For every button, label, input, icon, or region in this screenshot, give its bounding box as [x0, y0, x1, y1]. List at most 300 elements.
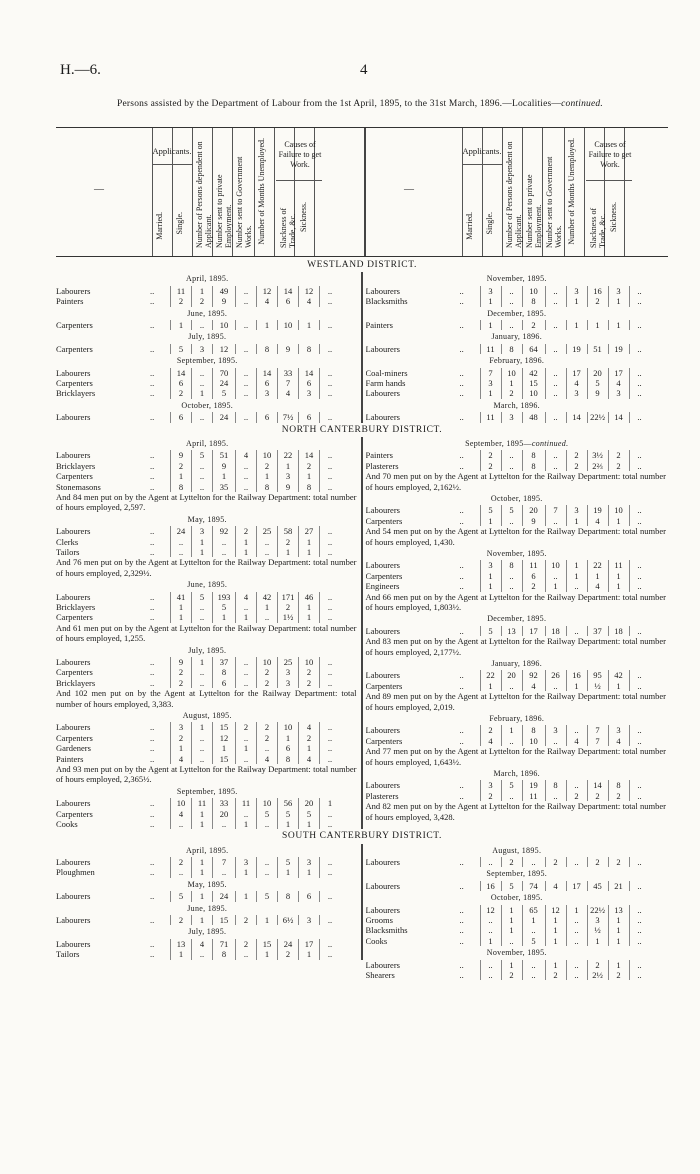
value-cell: 9	[587, 388, 608, 398]
table-row	[56, 526, 359, 536]
value-cell: 10	[522, 388, 545, 398]
value-cell: 4	[170, 754, 191, 764]
value-cell: 12	[545, 905, 566, 915]
value-cell: ..	[319, 743, 340, 753]
table-row	[56, 378, 359, 388]
value-cell: 4	[298, 296, 319, 306]
table-row	[56, 949, 359, 959]
month-label: April, 1895.	[186, 845, 229, 855]
month-heading	[366, 659, 669, 669]
value-cell: 3	[566, 286, 587, 296]
value-cell: ..	[629, 791, 650, 801]
value-cell: 1	[480, 581, 501, 591]
value-cell: 49	[212, 286, 235, 296]
value-cell: 1	[235, 891, 256, 901]
value-cell: ..	[191, 667, 212, 677]
occupation-cell: Labourers	[365, 959, 400, 970]
month-heading	[366, 893, 669, 903]
value-cell: 92	[522, 670, 545, 680]
occupation-cell: Blacksmiths	[365, 296, 408, 307]
value-cell: 5	[170, 344, 191, 354]
value-cell: 12	[298, 286, 319, 296]
value-cell: 2	[235, 915, 256, 925]
value-cell: 5	[212, 388, 235, 398]
value-cell: ..	[629, 881, 650, 891]
leader-dots: ..	[150, 285, 155, 296]
leader-dots: ..	[459, 320, 464, 330]
leader-dots: ..	[150, 296, 155, 307]
month-heading	[366, 309, 669, 319]
table-row	[56, 722, 359, 732]
value-cell: ..	[212, 819, 235, 829]
value-cell: ..	[545, 461, 566, 471]
month-label: March, 1896.	[493, 400, 540, 410]
month-block	[56, 846, 359, 878]
railway-note: And 89 men put on by the Agent at Lyttelton for the Railway Department: total number of hours employed, 2,019.	[365, 691, 666, 712]
value-cell: 8	[501, 344, 522, 354]
value-cell: 1	[608, 960, 629, 970]
occupation-cell: Labourers	[365, 725, 400, 736]
value-cell: 58	[277, 526, 298, 536]
value-cell: 4	[545, 881, 566, 891]
table-row	[56, 657, 359, 667]
value-cell: 3	[277, 667, 298, 677]
value-cell: ..	[256, 743, 277, 753]
value-cell: 3	[191, 344, 212, 354]
railway-note: And 93 men put on by the Agent at Lyttelton for the Railway Department: total number of hours employed, 2,365½.	[56, 763, 357, 785]
month-block	[56, 309, 359, 331]
value-cell: ..	[256, 819, 277, 829]
occupation-cell: Labourers	[56, 798, 91, 809]
value-cell: 1	[191, 819, 212, 829]
value-cell: 6	[170, 378, 191, 388]
value-cell: ..	[212, 547, 235, 557]
table-row	[366, 626, 669, 636]
month-heading	[56, 646, 359, 656]
occupation-cell: Labourers	[365, 625, 400, 636]
district-columns	[56, 844, 668, 981]
value-cell: 70	[212, 368, 235, 378]
value-cell: 1	[256, 915, 277, 925]
leader-dots: ..	[150, 915, 155, 926]
month-label: August, 1895.	[492, 845, 542, 855]
occupation-cell: Labourers	[56, 656, 91, 667]
leader-dots: ..	[150, 732, 155, 743]
value-cell: 1	[587, 936, 608, 946]
value-cell: ..	[235, 344, 256, 354]
value-cell: ..	[629, 915, 650, 925]
column-header-left	[56, 128, 362, 256]
value-cell: ..	[522, 960, 545, 970]
table-row	[366, 378, 669, 388]
table-row	[366, 970, 669, 980]
table-row	[366, 344, 669, 354]
value-cell: 25	[277, 657, 298, 667]
value-cell: 1	[256, 471, 277, 481]
single-header: Single.	[175, 212, 184, 235]
month-heading	[56, 515, 359, 525]
value-cell: ..	[319, 754, 340, 764]
value-cell: 1	[501, 905, 522, 915]
month-block	[56, 787, 359, 830]
value-cell: 16	[587, 286, 608, 296]
value-cell: ..	[566, 970, 587, 980]
table-body	[56, 258, 668, 980]
value-cell: 1	[501, 378, 522, 388]
applicants-underline	[152, 164, 192, 165]
private-header: Number sent to private Employment.	[525, 174, 543, 248]
table-row	[56, 743, 359, 753]
occupation-cell: Painters	[56, 296, 84, 307]
leader-dots: ..	[459, 935, 464, 946]
month-block	[366, 714, 669, 767]
occupation-cell: Labourers	[56, 526, 91, 537]
value-cell: ..	[501, 516, 522, 526]
table-row	[56, 368, 359, 378]
value-cell: ..	[501, 791, 522, 801]
month-block	[366, 356, 669, 399]
month-block	[56, 646, 359, 709]
occupation-cell: Engineers	[365, 581, 400, 592]
value-cell: ..	[235, 809, 256, 819]
value-cell: 37	[587, 626, 608, 636]
value-cell: ..	[170, 537, 191, 547]
value-cell: 17	[298, 939, 319, 949]
value-cell: ..	[501, 296, 522, 306]
value-cell: 15	[256, 939, 277, 949]
occupation-cell: Carpenters	[56, 612, 93, 623]
occupation-cell: Labourers	[56, 938, 91, 949]
value-cell: 15	[212, 722, 235, 732]
value-cell: 3	[277, 678, 298, 688]
month-heading	[366, 494, 669, 504]
value-cell: 2½	[587, 970, 608, 980]
table-row	[56, 547, 359, 557]
value-cell: 2	[522, 320, 545, 330]
value-cell: 8	[501, 560, 522, 570]
value-cell: 7	[545, 505, 566, 515]
railway-note: And 82 men put on by the Agent at Lyttelton for the Railway Department: total number of hours employed, 3,428.	[365, 801, 666, 822]
railway-note: And 84 men put on by the Agent at Lyttelton for the Railway Department: total number of hours employed, 2,597.	[56, 491, 357, 513]
month-label: September, 1895.	[176, 786, 238, 796]
value-cell: ..	[629, 412, 650, 422]
leader-dots: ..	[459, 377, 464, 388]
value-cell: 1	[235, 612, 256, 622]
value-cell: 14	[298, 368, 319, 378]
value-cell: ..	[191, 678, 212, 688]
month-label: November, 1895.	[486, 948, 547, 958]
value-cell: 5	[501, 881, 522, 891]
value-cell: ..	[629, 571, 650, 581]
leader-dots: ..	[459, 570, 464, 581]
value-cell: ..	[629, 461, 650, 471]
value-cell: ..	[319, 857, 340, 867]
occupation-cell: Labourers	[56, 412, 91, 423]
value-cell: 10	[501, 368, 522, 378]
value-cell: ..	[501, 320, 522, 330]
month-heading	[366, 714, 669, 724]
value-cell: 2	[235, 526, 256, 536]
value-cell: 24	[212, 378, 235, 388]
title-continued: continued.	[561, 99, 603, 109]
value-cell: 1	[608, 681, 629, 691]
table-row	[56, 939, 359, 949]
value-cell: 11	[522, 791, 545, 801]
month-label: July, 1895.	[188, 645, 227, 655]
leader-dots: ..	[459, 388, 464, 399]
value-cell: 4	[256, 296, 277, 306]
leader-dots: ..	[459, 904, 464, 915]
value-cell: ..	[566, 936, 587, 946]
value-cell: ..	[319, 592, 340, 602]
value-cell: ..	[235, 667, 256, 677]
table-row	[366, 516, 669, 526]
month-heading	[56, 580, 359, 590]
value-cell: ..	[480, 925, 501, 935]
value-cell: ..	[235, 388, 256, 398]
value-cell: 1	[256, 602, 277, 612]
value-cell: ..	[319, 482, 340, 492]
value-cell: ..	[191, 743, 212, 753]
value-cell: ..	[566, 960, 587, 970]
value-cell: 2	[277, 537, 298, 547]
month-heading	[56, 309, 359, 319]
leader-dots: ..	[459, 296, 464, 307]
table-row	[56, 798, 359, 808]
value-cell: 8	[298, 344, 319, 354]
value-cell: 12	[212, 733, 235, 743]
value-cell: 1	[191, 537, 212, 547]
value-cell: ..	[545, 681, 566, 691]
value-cell: 10	[608, 505, 629, 515]
value-cell: 1	[566, 320, 587, 330]
table-row	[366, 925, 669, 935]
value-cell: 71	[212, 939, 235, 949]
value-cell: 1	[298, 949, 319, 959]
value-cell: ..	[501, 461, 522, 471]
month-block	[366, 869, 669, 891]
table-title	[56, 98, 664, 110]
value-cell: 2	[566, 461, 587, 471]
value-cell: 2	[256, 722, 277, 732]
table-row	[56, 915, 359, 925]
occupation-cell: Carpenters	[56, 320, 93, 330]
value-cell: 9	[277, 344, 298, 354]
table-row	[366, 560, 669, 570]
value-cell: 3	[480, 560, 501, 570]
value-cell: ..	[629, 626, 650, 636]
month-heading	[366, 401, 669, 411]
value-cell: 3	[566, 505, 587, 515]
header-divider	[254, 128, 255, 256]
leader-dots: ..	[459, 450, 464, 461]
leader-dots: ..	[459, 460, 464, 471]
value-cell: 14	[277, 286, 298, 296]
table-row	[56, 667, 359, 677]
leader-dots: ..	[459, 581, 464, 592]
table-row	[56, 809, 359, 819]
month-heading	[56, 846, 359, 856]
header-divider	[502, 128, 503, 256]
value-cell: 13	[608, 905, 629, 915]
month-block	[366, 893, 669, 946]
value-cell: 2	[608, 970, 629, 980]
value-cell: ..	[170, 547, 191, 557]
value-cell: 2	[277, 602, 298, 612]
value-cell: 1	[277, 867, 298, 877]
value-cell: 5	[212, 602, 235, 612]
table-row	[366, 450, 669, 460]
value-cell: 11	[608, 560, 629, 570]
causes-underline	[586, 180, 632, 181]
value-cell: 1	[566, 560, 587, 570]
value-cell: 1	[170, 612, 191, 622]
leader-dots: ..	[459, 915, 464, 926]
value-cell: ..	[319, 368, 340, 378]
table-row	[366, 670, 669, 680]
leader-dots: ..	[459, 970, 464, 981]
value-cell: 10	[256, 450, 277, 460]
value-cell: 2	[501, 388, 522, 398]
value-cell: 13	[170, 939, 191, 949]
value-cell: ..	[256, 867, 277, 877]
value-cell: 1	[587, 571, 608, 581]
leader-dots: ..	[150, 412, 155, 423]
month-block	[366, 439, 669, 492]
value-cell: ..	[545, 296, 566, 306]
value-cell: 3	[480, 780, 501, 790]
value-cell: 1	[566, 296, 587, 306]
table-row	[56, 412, 359, 422]
occupation-cell: Plasterers	[365, 790, 399, 801]
value-cell: 2	[170, 667, 191, 677]
value-cell: ..	[191, 368, 212, 378]
leader-dots: ..	[459, 670, 464, 681]
leader-dots: ..	[459, 725, 464, 736]
value-cell: 5	[277, 857, 298, 867]
value-cell: ..	[191, 412, 212, 422]
value-cell: 4	[480, 736, 501, 746]
value-cell: 9	[277, 482, 298, 492]
value-cell: 1	[608, 516, 629, 526]
value-cell: 2	[501, 970, 522, 980]
occupation-cell: Labourers	[365, 780, 400, 791]
value-cell: 2	[170, 296, 191, 306]
value-cell: 1	[170, 743, 191, 753]
month-heading	[56, 880, 359, 890]
value-cell: 21	[608, 881, 629, 891]
value-cell: ..	[319, 809, 340, 819]
value-cell: 20	[298, 798, 319, 808]
value-cell: ..	[319, 612, 340, 622]
month-block	[56, 580, 359, 643]
occupation-cell: Labourers	[365, 880, 400, 891]
month-label: November, 1895.	[486, 274, 547, 284]
month-heading	[56, 787, 359, 797]
value-cell: ..	[319, 939, 340, 949]
leader-dots: ..	[150, 743, 155, 754]
value-cell: 2	[191, 296, 212, 306]
value-cell: ..	[566, 780, 587, 790]
value-cell: ..	[629, 670, 650, 680]
right-column	[363, 272, 669, 422]
month-heading	[56, 711, 359, 721]
value-cell: 12	[256, 286, 277, 296]
value-cell: 19	[587, 505, 608, 515]
value-cell: 4	[566, 736, 587, 746]
leader-dots: ..	[150, 818, 155, 829]
value-cell: 6	[170, 412, 191, 422]
value-cell: 92	[212, 526, 235, 536]
railway-note: And 77 men put on by the Agent at Lyttelton for the Railway Department: total number of hours employed, 1,643½.	[365, 746, 666, 767]
value-cell: 8	[212, 949, 235, 959]
occupation-cell: Bricklayers	[56, 460, 96, 471]
leader-dots: ..	[150, 601, 155, 612]
value-cell: 1	[501, 925, 522, 935]
value-cell: ..	[566, 925, 587, 935]
value-cell: 1	[545, 581, 566, 591]
value-cell: 171	[277, 592, 298, 602]
value-cell: ..	[545, 388, 566, 398]
occupation-cell: Labourers	[56, 722, 91, 733]
leader-dots: ..	[459, 735, 464, 746]
occupation-cell: Gardeners	[56, 743, 91, 754]
railway-note: And 83 men put on by the Agent at Lyttelton for the Railway Department: total number of hours employed, 2,177½.	[365, 636, 666, 657]
value-cell: ..	[319, 678, 340, 688]
leader-dots: ..	[150, 536, 155, 547]
value-cell: 1	[235, 743, 256, 753]
value-cell: 5	[522, 936, 545, 946]
value-cell: 1	[191, 388, 212, 398]
value-cell: 2	[170, 461, 191, 471]
header-dash: —	[94, 184, 104, 195]
table-row	[56, 678, 359, 688]
value-cell: 10	[212, 320, 235, 330]
value-cell: 4	[522, 681, 545, 691]
occupation-cell: Cooks	[56, 818, 78, 829]
value-cell: ..	[566, 725, 587, 735]
value-cell: ..	[629, 344, 650, 354]
value-cell: ..	[319, 722, 340, 732]
value-cell: 1	[191, 857, 212, 867]
value-cell: ..	[629, 505, 650, 515]
value-cell: 1	[298, 612, 319, 622]
value-cell: ..	[191, 733, 212, 743]
month-label: February, 1896.	[489, 713, 545, 723]
value-cell: 2	[277, 949, 298, 959]
value-cell: ..	[319, 867, 340, 877]
value-cell: 56	[277, 798, 298, 808]
value-cell: ..	[235, 286, 256, 296]
value-cell: 2	[501, 857, 522, 867]
month-block	[366, 549, 669, 612]
occupation-cell: Carpenters	[365, 570, 403, 581]
column-header-right	[364, 128, 670, 256]
month-block	[56, 880, 359, 902]
value-cell: 17	[522, 626, 545, 636]
value-cell: ..	[545, 516, 566, 526]
value-cell: ..	[629, 378, 650, 388]
value-cell: ..	[191, 320, 212, 330]
value-cell: ..	[629, 960, 650, 970]
value-cell: ..	[629, 736, 650, 746]
month-block	[366, 274, 669, 306]
month-continued: continued.	[531, 438, 569, 448]
value-cell: ..	[319, 602, 340, 612]
value-cell: 1	[501, 725, 522, 735]
month-block	[366, 948, 669, 980]
value-cell: 1	[480, 681, 501, 691]
